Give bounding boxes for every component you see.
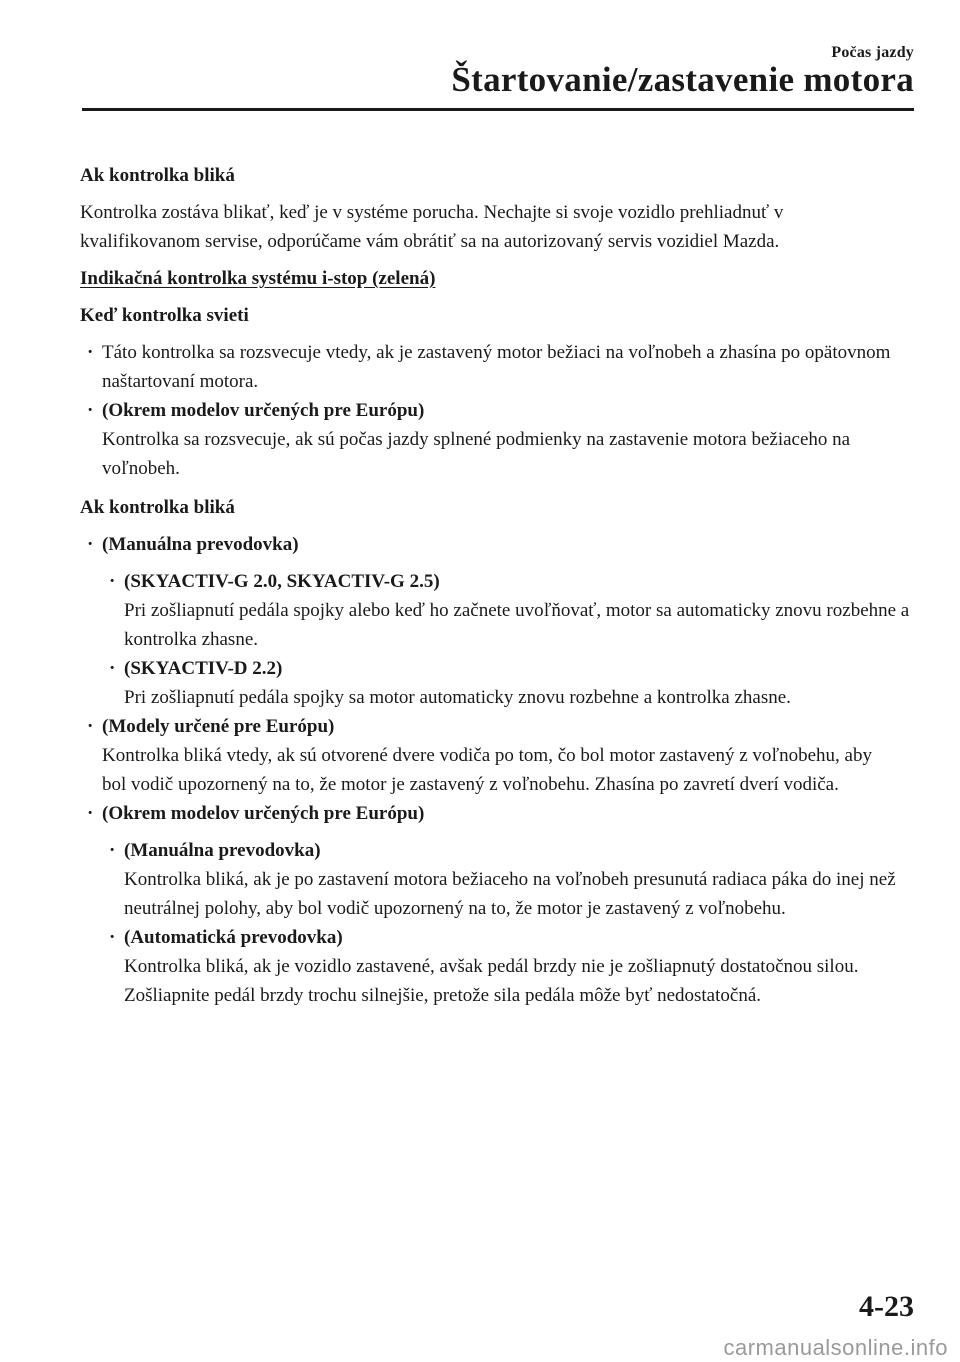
list-item xyxy=(80,338,920,396)
list-item xyxy=(80,799,920,828)
sub-list-item-text: Kontrolka bliká, ak je po zastavení motora bežiaceho na voľnobeh presunutá radiaca páka do inej než neutrálnej polohy, aby bol vodič upozornený na to, že motor je zastavený z voľnobehu. xyxy=(124,869,896,919)
list-item-title: (Okrem modelov určených pre Európu) xyxy=(102,803,425,824)
list-item xyxy=(80,712,920,799)
watermark: carmanualsonline.info xyxy=(723,1335,948,1360)
bullet-icon: · xyxy=(87,400,94,421)
sub-list-item xyxy=(102,923,920,1010)
paragraph-malfunction: Kontrolka zostáva blikať, keď je v systéme porucha. Nechajte si svoje vozidlo prehliadnuť v kvalifikovanom servise, odporúčame vám obrátiť sa na autorizovaný servis vozidiel Mazda. xyxy=(80,202,784,252)
list-item xyxy=(80,530,920,559)
list-item-title: (Manuálna prevodovka) xyxy=(102,534,299,555)
content-body xyxy=(80,161,920,1010)
list-item-text: Kontrolka bliká vtedy, ak sú otvorené dvere vodiča po tom, čo bol motor zastavený z voľnobehu, aby bol vodič upozornený na to, že motor je zastavený z voľnobehu. Zhasína po zavretí dverí vodiča. xyxy=(102,745,872,795)
sub-list-item-title: (Automatická prevodovka) xyxy=(124,927,343,948)
list-item xyxy=(80,396,920,483)
sub-list-item xyxy=(102,836,920,923)
header-divider xyxy=(82,108,914,111)
heading-lit: Keď kontrolka svieti xyxy=(80,305,249,326)
bullet-icon: · xyxy=(87,342,94,363)
page-number: 4-23 xyxy=(859,1290,914,1323)
section-label: Počas jazdy xyxy=(831,44,914,61)
sub-list-item xyxy=(102,654,920,712)
list-item-text: Táto kontrolka sa rozsvecuje vtedy, ak je zastavený motor bežiaci na voľnobeh a zhasína po opätovnom naštartovaní motora. xyxy=(102,342,891,392)
heading-blinking-istop: Ak kontrolka bliká xyxy=(80,497,235,518)
bullet-icon: · xyxy=(87,534,94,555)
sub-list-item-title: (SKYACTIV-D 2.2) xyxy=(124,658,283,679)
sub-list-item-title: (Manuálna prevodovka) xyxy=(124,840,321,861)
heading-blinking: Ak kontrolka bliká xyxy=(80,165,235,186)
section-title-istop: Indikačná kontrolka systému i-stop (zelená) xyxy=(80,268,436,289)
bullet-icon: · xyxy=(87,716,94,737)
bullet-icon: · xyxy=(109,927,116,948)
list-item-title: (Modely určené pre Európu) xyxy=(102,716,335,737)
sub-list-item-text: Pri zošliapnutí pedála spojky sa motor automaticky znovu rozbehne a kontrolka zhasne. xyxy=(124,687,791,708)
bullet-icon: · xyxy=(109,840,116,861)
bullet-icon: · xyxy=(87,803,94,824)
bullet-icon: · xyxy=(109,658,116,679)
sub-list-item xyxy=(102,567,920,654)
sub-list-item-text: Pri zošliapnutí pedála spojky alebo keď ho začnete uvoľňovať, motor sa automaticky znovu rozbehne a kontrolka zhasne. xyxy=(124,600,910,650)
sub-list-item-title: (SKYACTIV-G 2.0, SKYACTIV-G 2.5) xyxy=(124,571,440,592)
sub-list-item-text: Kontrolka bliká, ak je vozidlo zastavené, avšak pedál brzdy nie je zošliapnutý dostatočnou silou. Zošliapnite pedál brzdy trochu silnejšie, pretože sila pedála môže byť nedostatočná. xyxy=(124,956,859,1006)
list-item-text: Kontrolka sa rozsvecuje, ak sú počas jazdy splnené podmienky na zastavenie motora bežiaceho na voľnobeh. xyxy=(102,429,851,479)
list-item-title: (Okrem modelov určených pre Európu) xyxy=(102,400,425,421)
bullet-icon: · xyxy=(109,571,116,592)
page-title: Štartovanie/zastavenie motora xyxy=(451,60,914,99)
